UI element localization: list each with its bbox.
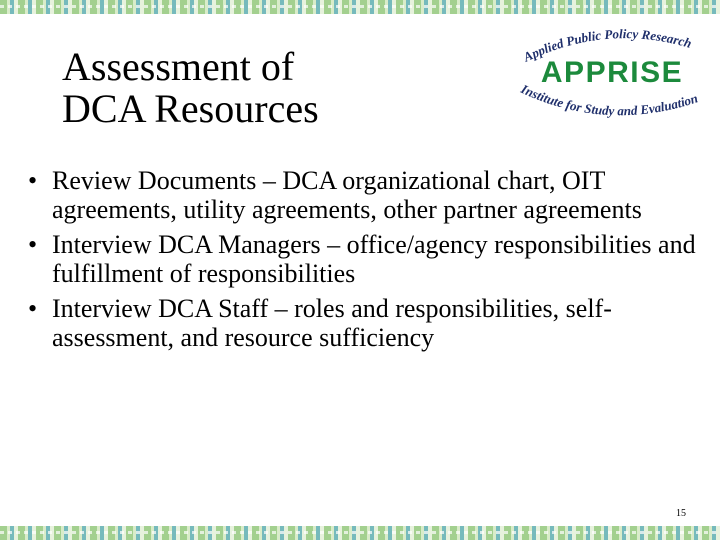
top-decorative-border bbox=[0, 0, 720, 14]
bullet-glyph: • bbox=[28, 166, 38, 195]
logo-top-text: Applied Public Policy Research bbox=[520, 26, 694, 65]
bottom-decorative-border bbox=[0, 526, 720, 540]
bullet-item bbox=[28, 294, 698, 352]
bullet-text: Interview DCA Staff – roles and responsibilities, self-assessment, and resource sufficiency bbox=[52, 294, 612, 352]
logo-bottom-text: Institute for Study and Evaluation bbox=[518, 81, 700, 119]
page-number: 15 bbox=[676, 508, 686, 519]
slide-title bbox=[62, 46, 319, 130]
bullet-item bbox=[28, 166, 698, 224]
logo-name: APPRISE bbox=[540, 56, 684, 89]
title-line-2: DCA Resources bbox=[62, 86, 319, 131]
apprise-logo bbox=[512, 22, 712, 126]
bullet-glyph: • bbox=[28, 230, 38, 259]
bullet-glyph: • bbox=[28, 294, 38, 323]
bullet-text: Interview DCA Managers – office/agency responsibilities and fulfillment of responsibilities bbox=[52, 230, 696, 288]
bullet-list bbox=[28, 166, 698, 358]
bullet-text: Review Documents – DCA organizational chart, OIT agreements, utility agreements, other partner agreements bbox=[52, 166, 642, 224]
title-line-1: Assessment of bbox=[62, 44, 295, 89]
bullet-item bbox=[28, 230, 698, 288]
